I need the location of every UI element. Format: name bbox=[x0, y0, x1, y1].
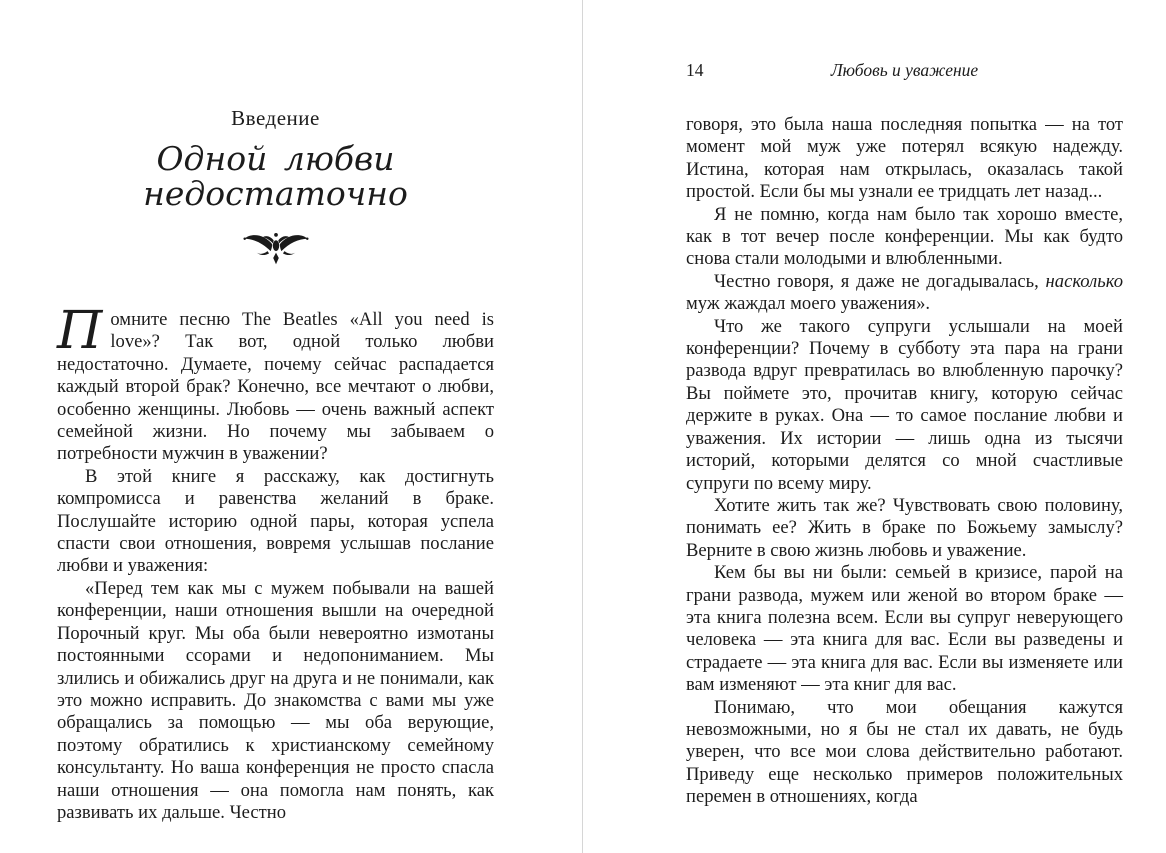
left-page-body bbox=[57, 301, 494, 824]
fleuron-ornament-icon bbox=[240, 231, 312, 265]
left-page bbox=[57, 0, 494, 824]
paragraph bbox=[57, 578, 494, 824]
text-segment: муж жаждал моего уважения». bbox=[686, 293, 931, 315]
text-segment: «Перед тем как мы с мужем побывали на вашей конференции, наши отношения вышли на очередной Порочный круг. Мы оба были невероятно измотаны постоянными ссорами и недопониманием. Мы злились и обижались друг на друга и не понимали, как это можно исправить. До знакомства с вами мы уже обращались за помощью — мы оба верующие, поэтому обратились к христианскому семейному консультанту. Но ваша конференция не просто спасла наши отношения — она помогла нам понять, как развивать их дальше. Честно bbox=[57, 577, 494, 823]
paragraph bbox=[57, 301, 494, 466]
paragraph bbox=[686, 271, 1123, 316]
right-page bbox=[686, 0, 1123, 809]
paragraph bbox=[57, 466, 494, 578]
running-head: Любовь и уважение bbox=[830, 60, 979, 80]
text-segment: Кем бы вы ни были: семьей в кризисе, парой на грани развода, мужем или женой во втором браке — эта книга полезна всем. Если вы супруг неверующего человека — эта книга для вас. Если вы разведены и страдаете — эта книга для вас. Если вы изменяете или вам изменяют — эта книг для вас. bbox=[686, 562, 1123, 696]
chapter-title: Одной любви недостаточно bbox=[143, 139, 408, 213]
page-header bbox=[686, 60, 1123, 84]
text-segment: Честно говоря, я даже не догадывалась, bbox=[714, 270, 1046, 292]
paragraph bbox=[686, 316, 1123, 495]
text-segment: Понимаю, что мои обещания кажутся невозможными, но я бы не стал их давать, не будь уверен, что все мои слова действительно работают. Приведу еще несколько примеров положительных перемен в отношениях, когда bbox=[686, 696, 1123, 808]
text-segment: омните песню The Beatles «All you need is love»? Так вот, одной только любви недостаточно. Думаете, почему сейчас распадается каждый второй брак? Конечно, все мечтают о любви, особенно женщины. Любовь — очень важный аспект семейной жизни. Но почему мы забываем о потребности мужчин в уважении? bbox=[57, 309, 494, 465]
ornament-wrap bbox=[57, 231, 494, 265]
paragraph bbox=[686, 495, 1123, 562]
right-page-body bbox=[686, 114, 1123, 809]
text-segment: Хотите жить так же? Чувствовать свою половину, понимать ее? Жить в браке по Божьему замыслу? Верните в свою жизнь любовь и уважение. bbox=[686, 494, 1123, 561]
text-segment: говоря, это была наша последняя попытка — на тот момент мой муж уже потерял всякую надежду. Истина, которая нам открылась, оказалась такой простой. Если бы мы узнали ее тридцать лет назад... bbox=[686, 114, 1123, 203]
page-gutter-divider bbox=[582, 0, 583, 853]
page-number: 14 bbox=[686, 60, 704, 80]
paragraph bbox=[686, 562, 1123, 696]
drop-cap: П bbox=[57, 301, 103, 361]
paragraph bbox=[686, 697, 1123, 809]
text-segment: Что же такого супруги услышали на моей конференции? Почему в субботу эта пара на грани развода вдруг превратилась во влюбленную парочку? Вы поймете это, прочитав книгу, которую сейчас держите в руках. Она — то самое послание любви и уважения. Их истории — лишь одна из тысячи историй, которыми делятся со мной счастливые супруги по всему миру. bbox=[686, 315, 1123, 494]
text-segment: В этой книге я расскажу, как достигнуть компромисса и равенства желаний в браке. Послушайте историю одной пары, которая успела спасти свои отношения, вовремя услышав послание любви и уважения: bbox=[57, 465, 494, 577]
italic-text: насколько bbox=[1045, 270, 1123, 292]
paragraph bbox=[686, 114, 1123, 204]
text-segment: Я не помню, когда нам было так хорошо вместе, как в тот вечер после конференции. Мы как будто снова стали молодыми и влюбленными. bbox=[686, 203, 1123, 270]
paragraph bbox=[686, 204, 1123, 271]
chapter-label: Введение bbox=[231, 106, 320, 130]
